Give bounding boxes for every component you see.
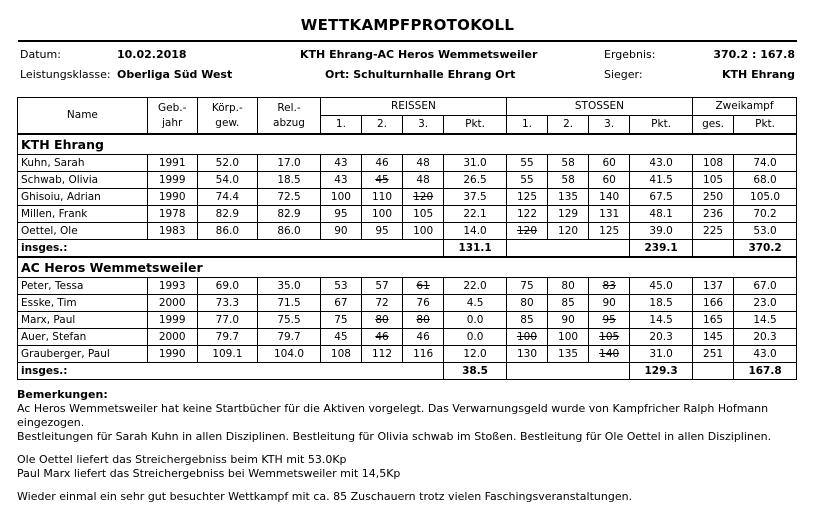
remark-line: Bestleitungen für Sarah Kuhn in allen Disziplinen. Bestleitung für Olivia schwab im Stoßen. Bestleitung für Ole Oettel in allen Disziplinen. xyxy=(17,430,772,443)
total-zweikampf: 167.8 xyxy=(734,363,797,380)
team-name: KTH Ehrang xyxy=(18,134,797,155)
clean-jerk-attempt: 83 xyxy=(589,278,630,295)
relative-deduction: 82.9 xyxy=(258,206,321,223)
clean-jerk-attempt: 95 xyxy=(589,312,630,329)
total-points: 74.0 xyxy=(734,155,797,172)
remark-line: Ole Oettel liefert das Streichergebniss beim KTH mit 53.0Kp xyxy=(17,453,347,466)
snatch-attempt: 110 xyxy=(361,189,402,206)
clean-jerk-attempt: 129 xyxy=(548,206,589,223)
athlete-row xyxy=(18,278,797,295)
clean-jerk-attempt: 80 xyxy=(548,278,589,295)
clean-jerk-attempt: 122 xyxy=(506,206,547,223)
clean-jerk-points: 41.5 xyxy=(630,172,693,189)
athlete-name: Esske, Tim xyxy=(18,295,148,312)
snatch-points: 0.0 xyxy=(444,329,507,346)
total-weight: 250 xyxy=(693,189,734,206)
total-points: 68.0 xyxy=(734,172,797,189)
total-clean-jerk: 129.3 xyxy=(630,363,693,380)
remark-spacer xyxy=(17,444,797,453)
col-attempt: 3. xyxy=(589,116,630,135)
col-relative: Rel.- abzug xyxy=(258,98,321,135)
athlete-name: Schwab, Olivia xyxy=(18,172,148,189)
total-weight: 145 xyxy=(693,329,734,346)
athlete-row xyxy=(18,189,797,206)
total-points: 20.3 xyxy=(734,329,797,346)
body-weight: 52.0 xyxy=(197,155,258,172)
title-divider xyxy=(18,40,797,42)
relative-deduction: 72.5 xyxy=(258,189,321,206)
spacer xyxy=(693,363,734,380)
spacer xyxy=(693,240,734,258)
match-title: KTH Ehrang-AC Heros Wemmetsweiler xyxy=(300,48,538,61)
clean-jerk-attempt: 125 xyxy=(506,189,547,206)
total-points: 23.0 xyxy=(734,295,797,312)
col-points: Pkt. xyxy=(444,116,507,135)
athlete-name: Ghisoiu, Adrian xyxy=(18,189,148,206)
clean-jerk-attempt: 90 xyxy=(589,295,630,312)
clean-jerk-points: 14.5 xyxy=(630,312,693,329)
relative-deduction: 86.0 xyxy=(258,223,321,240)
snatch-attempt: 100 xyxy=(403,223,444,240)
total-points: 67.0 xyxy=(734,278,797,295)
col-points: Pkt. xyxy=(630,116,693,135)
clean-jerk-attempt: 100 xyxy=(506,329,547,346)
col-reissen: REISSEN xyxy=(320,98,506,116)
body-weight: 74.4 xyxy=(197,189,258,206)
athlete-name: Kuhn, Sarah xyxy=(18,155,148,172)
total-snatch: 131.1 xyxy=(444,240,507,258)
col-name: Name xyxy=(18,98,148,135)
snatch-attempt: 100 xyxy=(361,206,402,223)
snatch-attempt: 75 xyxy=(320,312,361,329)
body-weight: 54.0 xyxy=(197,172,258,189)
birth-year: 1990 xyxy=(147,189,197,206)
snatch-points: 22.0 xyxy=(444,278,507,295)
clean-jerk-attempt: 55 xyxy=(506,172,547,189)
clean-jerk-attempt: 140 xyxy=(589,346,630,363)
clean-jerk-attempt: 120 xyxy=(548,223,589,240)
winner-value: KTH Ehrang xyxy=(722,68,795,81)
athlete-row xyxy=(18,312,797,329)
snatch-points: 37.5 xyxy=(444,189,507,206)
snatch-attempt: 90 xyxy=(320,223,361,240)
total-clean-jerk: 239.1 xyxy=(630,240,693,258)
birth-year: 1991 xyxy=(147,155,197,172)
page-title: WETTKAMPFPROTOKOLL xyxy=(300,16,515,34)
total-points: 43.0 xyxy=(734,346,797,363)
snatch-attempt: 120 xyxy=(403,189,444,206)
snatch-attempt: 45 xyxy=(361,172,402,189)
clean-jerk-points: 43.0 xyxy=(630,155,693,172)
snatch-attempt: 95 xyxy=(320,206,361,223)
team-row xyxy=(18,257,797,278)
body-weight: 69.0 xyxy=(197,278,258,295)
birth-year: 2000 xyxy=(147,329,197,346)
clean-jerk-attempt: 125 xyxy=(589,223,630,240)
total-points: 70.2 xyxy=(734,206,797,223)
snatch-attempt: 43 xyxy=(320,172,361,189)
clean-jerk-points: 67.5 xyxy=(630,189,693,206)
remark-spacer xyxy=(17,481,797,490)
snatch-attempt: 105 xyxy=(403,206,444,223)
col-stossen: STOSSEN xyxy=(506,98,692,116)
athlete-name: Grauberger, Paul xyxy=(18,346,148,363)
spacer xyxy=(506,240,629,258)
athlete-name: Auer, Stefan xyxy=(18,329,148,346)
total-label: insges.: xyxy=(18,363,444,380)
clean-jerk-attempt: 58 xyxy=(548,172,589,189)
snatch-attempt: 57 xyxy=(361,278,402,295)
total-weight: 108 xyxy=(693,155,734,172)
clean-jerk-points: 31.0 xyxy=(630,346,693,363)
remark-line: Paul Marx liefert das Streichergebniss bei Wemmetsweiler mit 14,5Kp xyxy=(17,467,401,480)
snatch-attempt: 112 xyxy=(361,346,402,363)
total-weight: 165 xyxy=(693,312,734,329)
snatch-attempt: 46 xyxy=(361,329,402,346)
col-attempt: 2. xyxy=(361,116,402,135)
clean-jerk-attempt: 60 xyxy=(589,155,630,172)
relative-deduction: 104.0 xyxy=(258,346,321,363)
athlete-row xyxy=(18,295,797,312)
winner-label: Sieger: xyxy=(604,68,643,81)
body-weight: 86.0 xyxy=(197,223,258,240)
clean-jerk-points: 18.5 xyxy=(630,295,693,312)
clean-jerk-attempt: 130 xyxy=(506,346,547,363)
clean-jerk-points: 20.3 xyxy=(630,329,693,346)
col-attempt: 1. xyxy=(506,116,547,135)
birth-year: 1993 xyxy=(147,278,197,295)
col-bodyweight: Körp.- gew. xyxy=(197,98,258,135)
snatch-points: 4.5 xyxy=(444,295,507,312)
col-attempt: 3. xyxy=(403,116,444,135)
birth-year: 2000 xyxy=(147,295,197,312)
clean-jerk-points: 45.0 xyxy=(630,278,693,295)
body-weight: 73.3 xyxy=(197,295,258,312)
total-weight: 225 xyxy=(693,223,734,240)
snatch-points: 26.5 xyxy=(444,172,507,189)
athlete-name: Oettel, Ole xyxy=(18,223,148,240)
snatch-attempt: 116 xyxy=(403,346,444,363)
venue: Ort: Schulturnhalle Ehrang Ort xyxy=(325,68,516,81)
clean-jerk-attempt: 85 xyxy=(548,295,589,312)
clean-jerk-attempt: 90 xyxy=(548,312,589,329)
remarks xyxy=(17,388,797,504)
class-value: Oberliga Süd West xyxy=(117,68,233,81)
snatch-attempt: 45 xyxy=(320,329,361,346)
relative-deduction: 79.7 xyxy=(258,329,321,346)
snatch-attempt: 108 xyxy=(320,346,361,363)
snatch-attempt: 72 xyxy=(361,295,402,312)
total-points: 14.5 xyxy=(734,312,797,329)
result-value: 370.2 : 167.8 xyxy=(713,48,795,61)
snatch-attempt: 61 xyxy=(403,278,444,295)
clean-jerk-points: 39.0 xyxy=(630,223,693,240)
snatch-attempt: 43 xyxy=(320,155,361,172)
total-zweikampf: 370.2 xyxy=(734,240,797,258)
date-label: Datum: xyxy=(20,48,61,61)
snatch-attempt: 46 xyxy=(403,329,444,346)
date-value: 10.02.2018 xyxy=(117,48,187,61)
team-name: AC Heros Wemmetsweiler xyxy=(18,257,797,278)
team-row xyxy=(18,134,797,155)
col-birthyear: Geb.- jahr xyxy=(147,98,197,135)
athlete-row xyxy=(18,223,797,240)
body-weight: 77.0 xyxy=(197,312,258,329)
total-weight: 137 xyxy=(693,278,734,295)
relative-deduction: 17.0 xyxy=(258,155,321,172)
snatch-attempt: 76 xyxy=(403,295,444,312)
snatch-points: 22.1 xyxy=(444,206,507,223)
clean-jerk-attempt: 75 xyxy=(506,278,547,295)
athlete-row xyxy=(18,206,797,223)
snatch-attempt: 95 xyxy=(361,223,402,240)
snatch-points: 31.0 xyxy=(444,155,507,172)
snatch-attempt: 80 xyxy=(361,312,402,329)
clean-jerk-attempt: 135 xyxy=(548,189,589,206)
class-label: Leistungsklasse: xyxy=(20,68,111,81)
birth-year: 1999 xyxy=(147,172,197,189)
remark-line: Wieder einmal ein sehr gut besuchter Wettkampf mit ca. 85 Zuschauern trotz vielen Faschingsveranstaltungen. xyxy=(17,490,633,503)
clean-jerk-attempt: 58 xyxy=(548,155,589,172)
athlete-name: Millen, Frank xyxy=(18,206,148,223)
col-zweikampf: Zweikampf xyxy=(693,98,797,116)
snatch-attempt: 46 xyxy=(361,155,402,172)
athlete-row xyxy=(18,172,797,189)
body-weight: 109.1 xyxy=(197,346,258,363)
relative-deduction: 71.5 xyxy=(258,295,321,312)
total-label: insges.: xyxy=(18,240,444,258)
athlete-row xyxy=(18,346,797,363)
birth-year: 1978 xyxy=(147,206,197,223)
clean-jerk-attempt: 105 xyxy=(589,329,630,346)
clean-jerk-points: 48.1 xyxy=(630,206,693,223)
clean-jerk-attempt: 80 xyxy=(506,295,547,312)
remarks-heading: Bemerkungen: xyxy=(17,388,108,401)
col-attempt: 1. xyxy=(320,116,361,135)
result-label: Ergebnis: xyxy=(604,48,656,61)
athlete-name: Marx, Paul xyxy=(18,312,148,329)
clean-jerk-attempt: 60 xyxy=(589,172,630,189)
col-attempt: 2. xyxy=(548,116,589,135)
total-weight: 251 xyxy=(693,346,734,363)
snatch-attempt: 80 xyxy=(403,312,444,329)
results-table xyxy=(17,97,797,380)
snatch-points: 0.0 xyxy=(444,312,507,329)
snatch-attempt: 53 xyxy=(320,278,361,295)
clean-jerk-attempt: 135 xyxy=(548,346,589,363)
body-weight: 79.7 xyxy=(197,329,258,346)
clean-jerk-attempt: 140 xyxy=(589,189,630,206)
total-weight: 166 xyxy=(693,295,734,312)
birth-year: 1999 xyxy=(147,312,197,329)
snatch-points: 14.0 xyxy=(444,223,507,240)
birth-year: 1983 xyxy=(147,223,197,240)
spacer xyxy=(506,363,629,380)
total-weight: 236 xyxy=(693,206,734,223)
snatch-attempt: 100 xyxy=(320,189,361,206)
team-total-row xyxy=(18,363,797,380)
relative-deduction: 18.5 xyxy=(258,172,321,189)
snatch-attempt: 67 xyxy=(320,295,361,312)
remark-line: Ac Heros Wemmetsweiler hat keine Startbücher für die Aktiven vorgelegt. Das Verwarnungsgeld wurde von Kampfricher Ralph Hofmann eingezogen. xyxy=(17,402,769,429)
clean-jerk-attempt: 131 xyxy=(589,206,630,223)
team-total-row xyxy=(18,240,797,258)
relative-deduction: 75.5 xyxy=(258,312,321,329)
clean-jerk-attempt: 85 xyxy=(506,312,547,329)
snatch-attempt: 48 xyxy=(403,172,444,189)
athlete-row xyxy=(18,155,797,172)
snatch-attempt: 48 xyxy=(403,155,444,172)
athlete-name: Peter, Tessa xyxy=(18,278,148,295)
clean-jerk-attempt: 55 xyxy=(506,155,547,172)
total-points: 105.0 xyxy=(734,189,797,206)
athlete-row xyxy=(18,329,797,346)
birth-year: 1990 xyxy=(147,346,197,363)
body-weight: 82.9 xyxy=(197,206,258,223)
total-points: 53.0 xyxy=(734,223,797,240)
total-snatch: 38.5 xyxy=(444,363,507,380)
snatch-points: 12.0 xyxy=(444,346,507,363)
clean-jerk-attempt: 100 xyxy=(548,329,589,346)
relative-deduction: 35.0 xyxy=(258,278,321,295)
total-weight: 105 xyxy=(693,172,734,189)
col-points: Pkt. xyxy=(734,116,797,135)
clean-jerk-attempt: 120 xyxy=(506,223,547,240)
col-total: ges. xyxy=(693,116,734,135)
